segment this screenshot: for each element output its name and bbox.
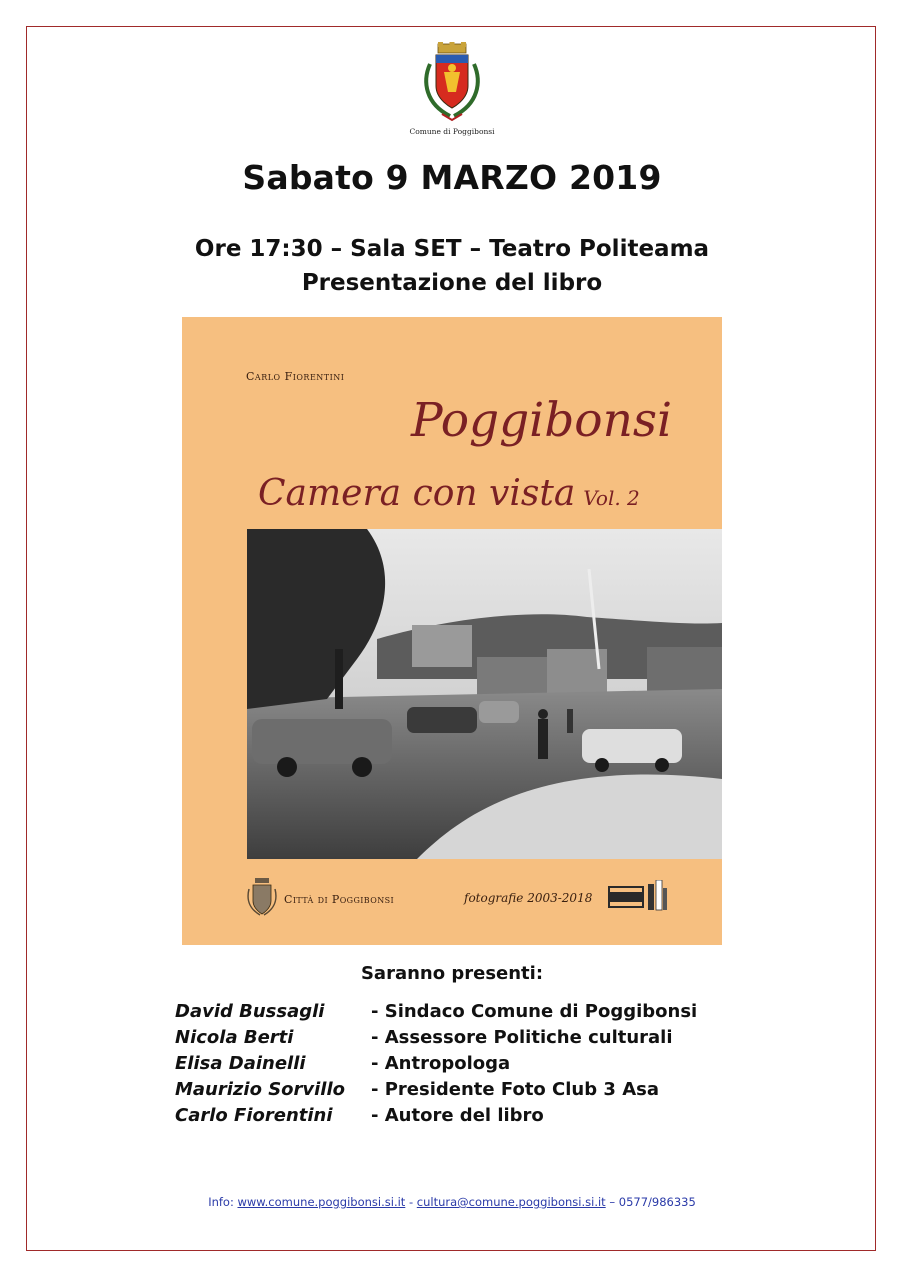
guest-role: - Presidente Foto Club 3 Asa	[371, 1079, 659, 1100]
guest-role: - Assessore Politiche culturali	[371, 1027, 673, 1048]
event-date: Sabato 9 MARZO 2019	[242, 158, 662, 197]
guest-name: Maurizio Sorvillo	[175, 1079, 346, 1100]
book-cover	[182, 317, 722, 945]
book-photos-note: fotografie 2003-2018	[464, 891, 593, 905]
guest-name: Nicola Berti	[175, 1027, 294, 1048]
guest-name: Carlo Fiorentini	[175, 1105, 333, 1126]
book-subtitle-text: Camera con vista	[258, 473, 576, 514]
coat-of-arms-icon	[420, 42, 484, 124]
book-volume: Vol. 2	[583, 486, 640, 510]
street-photo	[247, 529, 722, 859]
info-prefix: Info:	[208, 1195, 238, 1209]
book-publisher: Città di Poggibonsi	[284, 893, 395, 906]
photo-club-logo-icon	[608, 880, 668, 914]
info-separator: -	[405, 1195, 417, 1209]
city-crest-icon	[246, 877, 278, 917]
guest-name: Elisa Dainelli	[175, 1053, 306, 1074]
crest-caption: Comune di Poggibonsi	[409, 127, 495, 136]
guest-role: - Sindaco Comune di Poggibonsi	[371, 1001, 698, 1022]
guest-name: David Bussagli	[175, 1001, 325, 1022]
website-link[interactable]: www.comune.poggibonsi.si.it	[237, 1195, 406, 1209]
guests-heading: Saranno presenti:	[360, 963, 544, 984]
email-link[interactable]: cultura@comune.poggibonsi.si.it	[416, 1195, 606, 1209]
book-title: Poggibonsi	[410, 393, 672, 448]
contact-info	[0, 1195, 904, 1209]
event-description: Presentazione del libro	[301, 270, 603, 296]
book-subtitle	[258, 473, 640, 514]
book-author: Carlo Fiorentini	[246, 370, 345, 383]
event-time-place: Ore 17:30 – Sala SET – Teatro Politeama	[194, 236, 710, 262]
guest-role: - Antropologa	[371, 1053, 511, 1074]
phone-number: – 0577/986335	[605, 1195, 696, 1209]
guest-role: - Autore del libro	[371, 1105, 544, 1126]
